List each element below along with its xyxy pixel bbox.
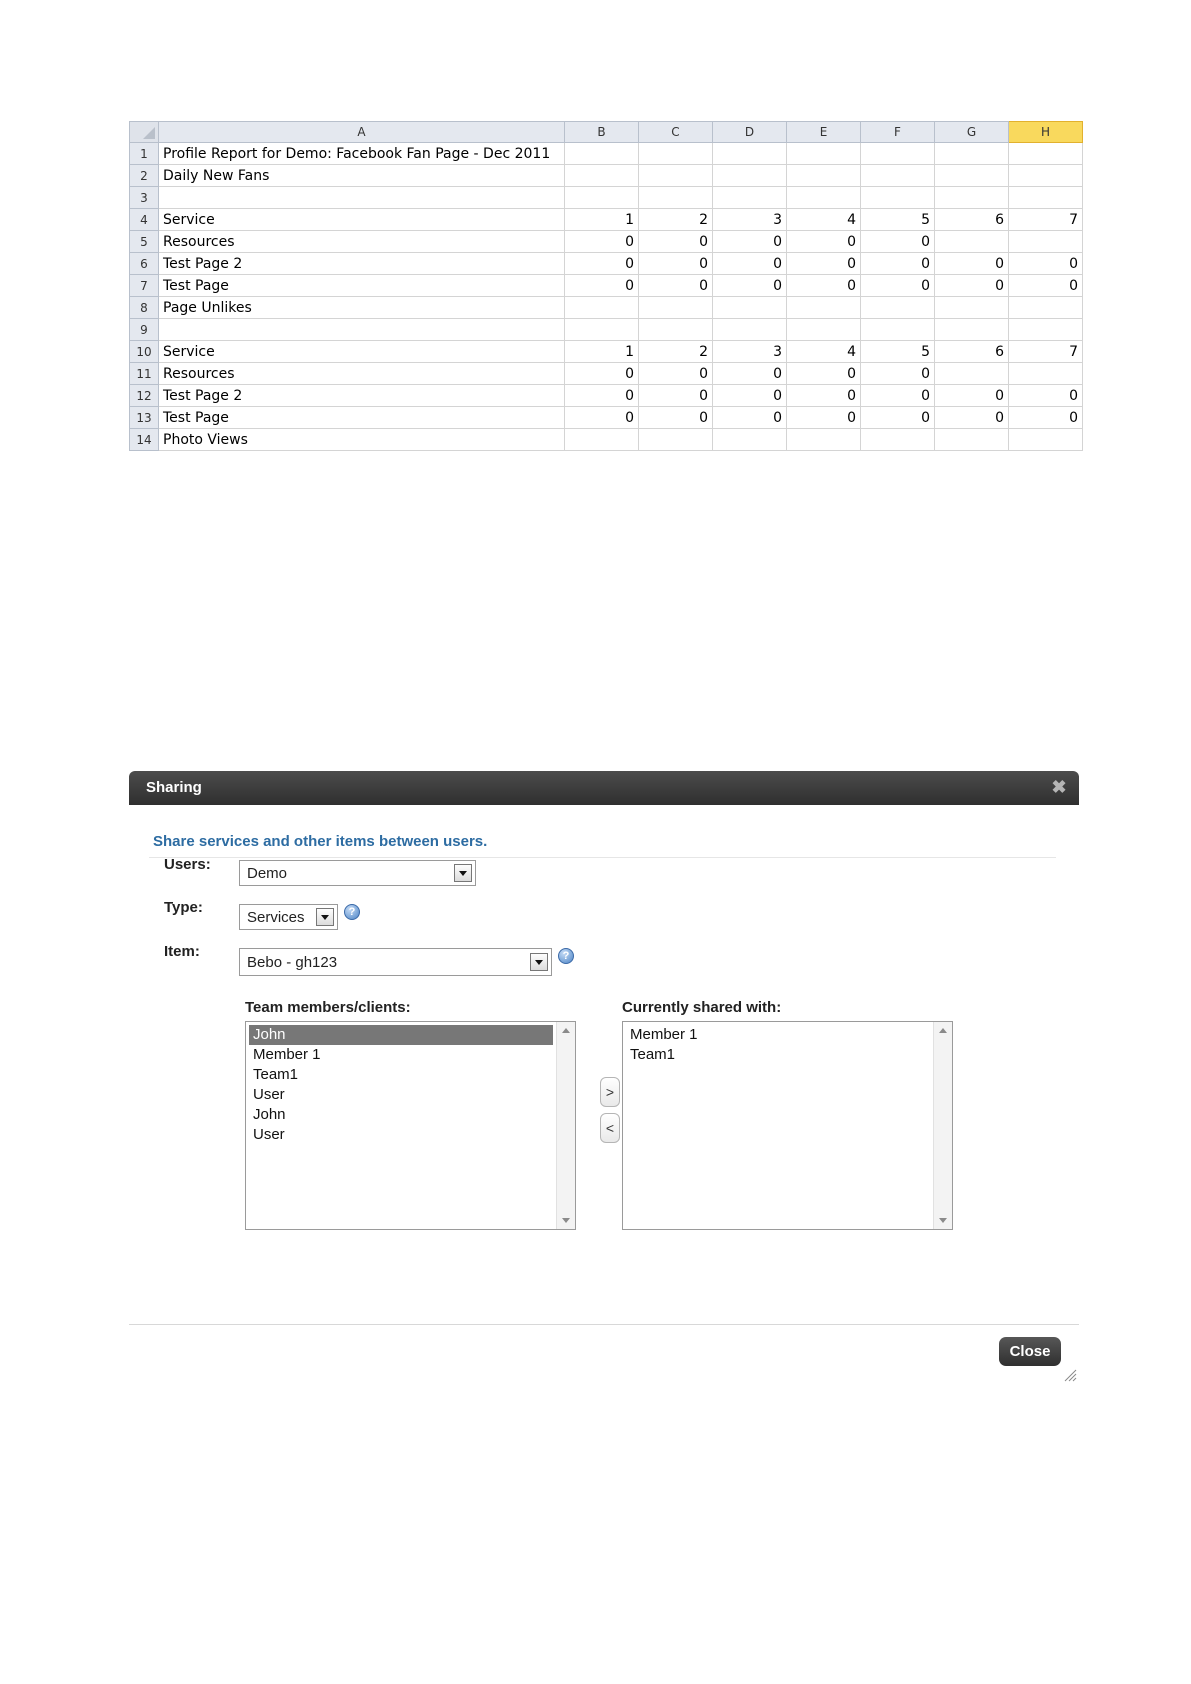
cell-g[interactable]: [935, 363, 1009, 385]
cell-h[interactable]: 0: [1009, 385, 1083, 407]
cell-e[interactable]: [787, 143, 861, 165]
scrollbar[interactable]: [933, 1022, 952, 1229]
cell-e[interactable]: 4: [787, 341, 861, 363]
cell-f[interactable]: 0: [861, 407, 935, 429]
cell-g[interactable]: [935, 143, 1009, 165]
cell-a[interactable]: Resources: [159, 363, 565, 385]
cell-b[interactable]: [565, 187, 639, 209]
column-header-h[interactable]: H: [1009, 122, 1083, 143]
cell-e[interactable]: 4: [787, 209, 861, 231]
table-row: [130, 275, 1083, 297]
team-list-label: Team members/clients:: [245, 999, 411, 1016]
cell-g[interactable]: 6: [935, 341, 1009, 363]
cell-h[interactable]: [1009, 429, 1083, 451]
cell-g[interactable]: [935, 319, 1009, 341]
list-item[interactable]: Member 1: [630, 1026, 698, 1043]
list-item[interactable]: John: [249, 1025, 553, 1045]
cell-g[interactable]: [935, 429, 1009, 451]
cell-f[interactable]: 5: [861, 209, 935, 231]
table-row: [130, 143, 1083, 165]
cell-c[interactable]: [639, 165, 713, 187]
table-row: [130, 165, 1083, 187]
shared-with-listbox[interactable]: [622, 1021, 953, 1230]
row-header[interactable]: 7: [130, 275, 159, 297]
cell-h[interactable]: 7: [1009, 341, 1083, 363]
cell-c[interactable]: 0: [639, 407, 713, 429]
cell-g[interactable]: [935, 187, 1009, 209]
cell-c[interactable]: [639, 143, 713, 165]
cell-c[interactable]: 2: [639, 341, 713, 363]
row-header[interactable]: 6: [130, 253, 159, 275]
cell-e[interactable]: 0: [787, 407, 861, 429]
item-select[interactable]: [239, 948, 552, 976]
spreadsheet: [129, 121, 1083, 451]
cell-c[interactable]: 0: [639, 385, 713, 407]
cell-f[interactable]: 5: [861, 341, 935, 363]
row-header[interactable]: 10: [130, 341, 159, 363]
cell-b[interactable]: 0: [565, 407, 639, 429]
table-row: [130, 319, 1083, 341]
cell-g[interactable]: 0: [935, 275, 1009, 297]
column-header-a[interactable]: A: [159, 122, 565, 143]
cell-g[interactable]: 6: [935, 209, 1009, 231]
cell-c[interactable]: 0: [639, 253, 713, 275]
cell-f[interactable]: [861, 165, 935, 187]
cell-f[interactable]: 0: [861, 363, 935, 385]
divider: [149, 857, 1056, 858]
table-row: [130, 341, 1083, 363]
cell-d[interactable]: [713, 429, 787, 451]
table-row: [130, 209, 1083, 231]
list-item[interactable]: Member 1: [253, 1046, 321, 1063]
cell-b[interactable]: [565, 165, 639, 187]
cell-a[interactable]: [159, 319, 565, 341]
cell-c[interactable]: [639, 187, 713, 209]
row-header[interactable]: 11: [130, 363, 159, 385]
add-share-button[interactable]: >: [600, 1077, 620, 1107]
cell-e[interactable]: [787, 187, 861, 209]
users-label: Users:: [164, 856, 211, 873]
cell-a[interactable]: Profile Report for Demo: Facebook Fan Page - Dec 2011: [159, 143, 565, 165]
row-header[interactable]: 12: [130, 385, 159, 407]
cell-h[interactable]: [1009, 363, 1083, 385]
column-header-c[interactable]: C: [639, 122, 713, 143]
cell-d[interactable]: 0: [713, 231, 787, 253]
remove-share-button[interactable]: <: [600, 1113, 620, 1143]
row-header[interactable]: 8: [130, 297, 159, 319]
item-label: Item:: [164, 943, 200, 960]
cell-f[interactable]: [861, 187, 935, 209]
table-row: [130, 297, 1083, 319]
table-row: [130, 187, 1083, 209]
cell-h[interactable]: [1009, 143, 1083, 165]
cell-f[interactable]: [861, 297, 935, 319]
list-item[interactable]: John: [253, 1106, 286, 1123]
cell-a[interactable]: [159, 187, 565, 209]
list-item[interactable]: User: [253, 1126, 285, 1143]
cell-e[interactable]: [787, 429, 861, 451]
cell-g[interactable]: [935, 165, 1009, 187]
list-item[interactable]: Team1: [253, 1066, 299, 1083]
cell-c[interactable]: 2: [639, 209, 713, 231]
list-item[interactable]: User: [253, 1086, 285, 1103]
cell-b[interactable]: [565, 429, 639, 451]
cell-e[interactable]: 0: [787, 275, 861, 297]
table-row: [130, 363, 1083, 385]
chevron-down-icon[interactable]: [454, 864, 472, 882]
table-row: [130, 407, 1083, 429]
cell-h[interactable]: [1009, 319, 1083, 341]
dialog-title: Sharing: [146, 779, 202, 796]
column-header-g[interactable]: G: [935, 122, 1009, 143]
column-header-f[interactable]: F: [861, 122, 935, 143]
cell-d[interactable]: 0: [713, 407, 787, 429]
cell-b[interactable]: 0: [565, 231, 639, 253]
column-header-d[interactable]: D: [713, 122, 787, 143]
cell-b[interactable]: 1: [565, 209, 639, 231]
scrollbar[interactable]: [556, 1022, 575, 1229]
dialog-subtitle: Share services and other items between users.: [153, 833, 488, 850]
chevron-down-icon[interactable]: [316, 908, 334, 926]
row-header[interactable]: 9: [130, 319, 159, 341]
cell-f[interactable]: 0: [861, 275, 935, 297]
cell-h[interactable]: [1009, 231, 1083, 253]
table-row: [130, 429, 1083, 451]
users-select-value: Demo: [247, 865, 288, 882]
cell-c[interactable]: [639, 319, 713, 341]
row-header[interactable]: 5: [130, 231, 159, 253]
cell-a[interactable]: Service: [159, 341, 565, 363]
cell-g[interactable]: 0: [935, 253, 1009, 275]
resize-grip-icon[interactable]: [1063, 1368, 1077, 1382]
users-select[interactable]: [239, 860, 476, 886]
list-item[interactable]: Team1: [630, 1046, 676, 1063]
cell-f[interactable]: [861, 319, 935, 341]
cell-b[interactable]: 0: [565, 275, 639, 297]
help-icon[interactable]: ?: [558, 948, 574, 964]
cell-b[interactable]: 0: [565, 385, 639, 407]
row-header[interactable]: 13: [130, 407, 159, 429]
select-all-corner[interactable]: [130, 122, 159, 143]
cell-a[interactable]: Photo Views: [159, 429, 565, 451]
cell-h[interactable]: [1009, 297, 1083, 319]
cell-b[interactable]: 0: [565, 253, 639, 275]
cell-b[interactable]: 1: [565, 341, 639, 363]
cell-h[interactable]: [1009, 165, 1083, 187]
cell-h[interactable]: [1009, 187, 1083, 209]
cell-b[interactable]: [565, 319, 639, 341]
cell-b[interactable]: [565, 297, 639, 319]
cell-f[interactable]: 0: [861, 253, 935, 275]
cell-b[interactable]: [565, 143, 639, 165]
cell-e[interactable]: 0: [787, 231, 861, 253]
row-header[interactable]: 2: [130, 165, 159, 187]
close-button[interactable]: Close: [999, 1337, 1061, 1366]
cell-c[interactable]: 0: [639, 231, 713, 253]
cell-c[interactable]: 0: [639, 275, 713, 297]
cell-b[interactable]: 0: [565, 363, 639, 385]
cell-e[interactable]: [787, 297, 861, 319]
row-header[interactable]: 3: [130, 187, 159, 209]
cell-g[interactable]: [935, 297, 1009, 319]
cell-a[interactable]: Page Unlikes: [159, 297, 565, 319]
close-icon[interactable]: ✖: [1051, 777, 1067, 797]
row-header[interactable]: 1: [130, 143, 159, 165]
cell-d[interactable]: [713, 143, 787, 165]
cell-e[interactable]: [787, 319, 861, 341]
chevron-down-icon[interactable]: [530, 953, 548, 971]
type-select-value: Services: [247, 909, 305, 926]
cell-a[interactable]: Test Page 2: [159, 253, 565, 275]
cell-d[interactable]: [713, 187, 787, 209]
cell-d[interactable]: 0: [713, 275, 787, 297]
cell-h[interactable]: 0: [1009, 407, 1083, 429]
dialog-title-bar[interactable]: [129, 771, 1079, 805]
cell-d[interactable]: [713, 319, 787, 341]
cell-d[interactable]: 0: [713, 363, 787, 385]
sharing-dialog: [129, 771, 1079, 1383]
cell-g[interactable]: 0: [935, 407, 1009, 429]
cell-d[interactable]: [713, 297, 787, 319]
cell-g[interactable]: [935, 231, 1009, 253]
table-row: [130, 385, 1083, 407]
cell-e[interactable]: [787, 165, 861, 187]
cell-d[interactable]: 0: [713, 385, 787, 407]
cell-d[interactable]: 3: [713, 341, 787, 363]
cell-a[interactable]: Resources: [159, 231, 565, 253]
cell-h[interactable]: 0: [1009, 275, 1083, 297]
footer-divider: [129, 1324, 1079, 1325]
cell-f[interactable]: 0: [861, 385, 935, 407]
cell-a[interactable]: Test Page 2: [159, 385, 565, 407]
column-header-e[interactable]: E: [787, 122, 861, 143]
shared-list-label: Currently shared with:: [622, 999, 782, 1016]
table-row: [130, 253, 1083, 275]
cell-d[interactable]: [713, 165, 787, 187]
team-members-listbox[interactable]: [245, 1021, 576, 1230]
cell-d[interactable]: 0: [713, 253, 787, 275]
cell-h[interactable]: 0: [1009, 253, 1083, 275]
cell-c[interactable]: 0: [639, 363, 713, 385]
column-header-row: [130, 122, 1083, 143]
cell-a[interactable]: Test Page: [159, 275, 565, 297]
cell-d[interactable]: 3: [713, 209, 787, 231]
cell-a[interactable]: Daily New Fans: [159, 165, 565, 187]
column-header-b[interactable]: B: [565, 122, 639, 143]
cell-f[interactable]: [861, 143, 935, 165]
row-header[interactable]: 4: [130, 209, 159, 231]
cell-e[interactable]: 0: [787, 363, 861, 385]
type-select[interactable]: [239, 904, 338, 930]
cell-a[interactable]: Service: [159, 209, 565, 231]
cell-c[interactable]: [639, 429, 713, 451]
cell-g[interactable]: 0: [935, 385, 1009, 407]
help-icon[interactable]: ?: [344, 904, 360, 920]
cell-f[interactable]: [861, 429, 935, 451]
cell-e[interactable]: 0: [787, 253, 861, 275]
cell-c[interactable]: [639, 297, 713, 319]
cell-a[interactable]: Test Page: [159, 407, 565, 429]
row-header[interactable]: 14: [130, 429, 159, 451]
cell-h[interactable]: 7: [1009, 209, 1083, 231]
item-select-value: Bebo - gh123: [247, 954, 338, 971]
table-row: [130, 231, 1083, 253]
cell-f[interactable]: 0: [861, 231, 935, 253]
type-label: Type:: [164, 899, 203, 916]
cell-e[interactable]: 0: [787, 385, 861, 407]
